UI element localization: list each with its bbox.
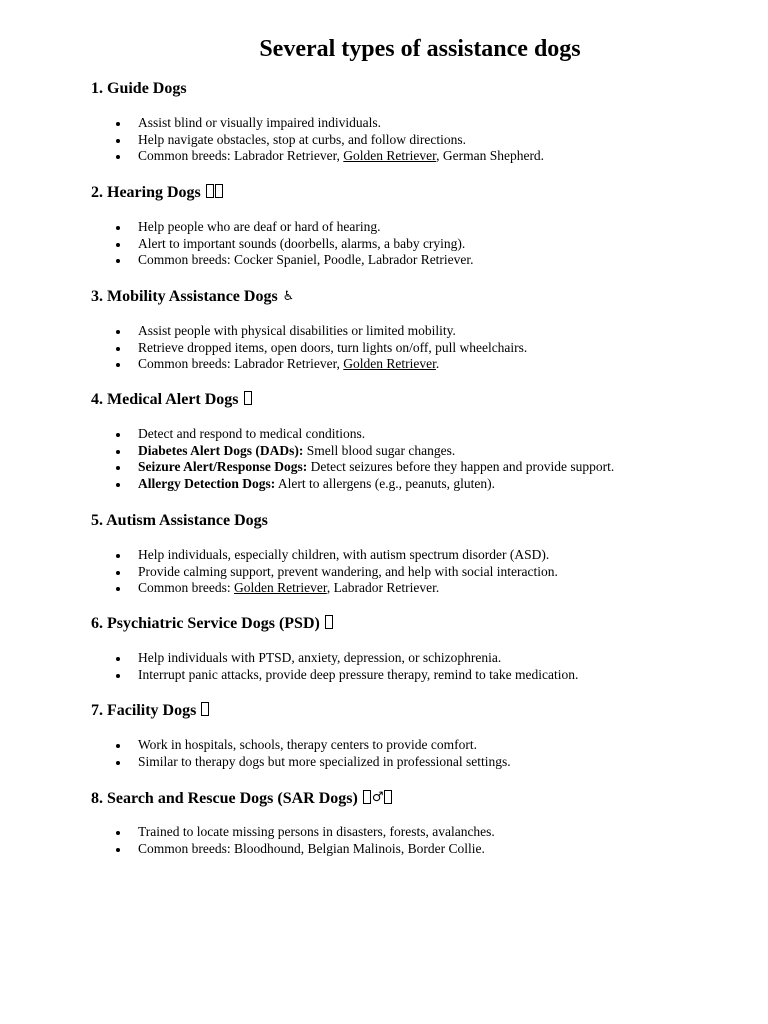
list-item: Retrieve dropped items, open doors, turn lights on/off, pull wheelchairs. bbox=[138, 340, 738, 357]
list-item: Assist blind or visually impaired individuals. bbox=[138, 115, 738, 132]
section-heading: 1. Guide Dogs bbox=[91, 80, 187, 97]
list-item: Help navigate obstacles, stop at curbs, and follow directions. bbox=[138, 132, 738, 149]
missing-glyph-icon bbox=[363, 790, 371, 804]
section-heading: 4. Medical Alert Dogs bbox=[91, 389, 731, 411]
list-item: Help individuals with PTSD, anxiety, depression, or schizophrenia. bbox=[138, 650, 738, 667]
section-mobility-dogs bbox=[91, 286, 731, 372]
missing-glyph-icon bbox=[384, 790, 392, 804]
list-item: Similar to therapy dogs but more specialized in professional settings. bbox=[138, 754, 738, 771]
missing-glyph-icon bbox=[201, 702, 209, 716]
list-item: Alert to important sounds (doorbells, alarms, a baby crying). bbox=[138, 236, 738, 253]
golden-retriever-link[interactable]: Golden Retriever bbox=[343, 356, 436, 372]
list-item: Help people who are deaf or hard of hearing. bbox=[138, 219, 738, 236]
bullet-list bbox=[138, 115, 738, 165]
list-item: Trained to locate missing persons in disasters, forests, avalanches. bbox=[138, 824, 738, 841]
bullet-list bbox=[138, 547, 738, 597]
section-heading: 6. Psychiatric Service Dogs (PSD) bbox=[91, 613, 731, 635]
male-sign-icon: ♂ bbox=[371, 790, 384, 805]
list-item: Allergy Detection Dogs: Alert to allergens (e.g., peanuts, gluten). bbox=[138, 476, 738, 493]
section-facility-dogs bbox=[91, 700, 731, 769]
section-heading: 8. Search and Rescue Dogs (SAR Dogs) ♂ bbox=[91, 787, 731, 810]
golden-retriever-link[interactable]: Golden Retriever bbox=[343, 148, 437, 164]
list-item: Detect and respond to medical conditions. bbox=[138, 426, 738, 443]
list-item: Common breeds: Labrador Retriever, Golden Retriever. bbox=[138, 356, 738, 373]
missing-glyph-icon bbox=[325, 615, 333, 629]
list-item: Work in hospitals, schools, therapy centers to provide comfort. bbox=[138, 737, 738, 754]
section-medical-alert-dogs bbox=[91, 389, 731, 492]
bullet-list bbox=[138, 650, 738, 683]
wheelchair-icon: ♿ bbox=[282, 289, 295, 304]
missing-glyph-icon bbox=[206, 184, 214, 198]
section-hearing-dogs bbox=[91, 182, 731, 268]
list-item: Help individuals, especially children, with autism spectrum disorder (ASD). bbox=[138, 547, 738, 564]
bullet-list bbox=[138, 426, 738, 493]
list-item: Common breeds: Labrador Retriever, Golden Retriever, German Shepherd. bbox=[138, 148, 738, 165]
bullet-list bbox=[138, 323, 738, 373]
missing-glyph-icon bbox=[215, 184, 223, 198]
section-autism-dogs bbox=[91, 510, 731, 596]
section-heading: 3. Mobility Assistance Dogs ♿ bbox=[91, 286, 731, 308]
section-guide-dogs bbox=[91, 78, 731, 164]
section-heading: 2. Hearing Dogs bbox=[91, 182, 731, 204]
section-psychiatric-dogs bbox=[91, 613, 731, 682]
list-item: Common breeds: Golden Retriever, Labrador Retriever. bbox=[138, 580, 738, 597]
bullet-list bbox=[138, 737, 738, 770]
list-item: Interrupt panic attacks, provide deep pressure therapy, remind to take medication. bbox=[138, 667, 738, 684]
list-item: Common breeds: Cocker Spaniel, Poodle, Labrador Retriever. bbox=[138, 252, 738, 269]
list-item: Common breeds: Bloodhound, Belgian Malinois, Border Collie. bbox=[138, 841, 738, 858]
list-item: Diabetes Alert Dogs (DADs): Smell blood sugar changes. bbox=[138, 443, 738, 460]
section-search-rescue-dogs bbox=[91, 787, 731, 856]
list-item: Assist people with physical disabilities or limited mobility. bbox=[138, 323, 738, 340]
list-item: Provide calming support, prevent wandering, and help with social interaction. bbox=[138, 564, 738, 581]
bullet-list bbox=[138, 824, 738, 857]
section-heading: 5. Autism Assistance Dogs bbox=[91, 512, 268, 529]
list-item: Seizure Alert/Response Dogs: Detect seizures before they happen and provide support. bbox=[138, 459, 738, 476]
page-title: Several types of assistance dogs bbox=[259, 36, 581, 62]
missing-glyph-icon bbox=[244, 391, 252, 405]
golden-retriever-link[interactable]: Golden Retriever bbox=[234, 580, 327, 596]
section-heading: 7. Facility Dogs bbox=[91, 700, 731, 722]
bullet-list bbox=[138, 219, 738, 269]
